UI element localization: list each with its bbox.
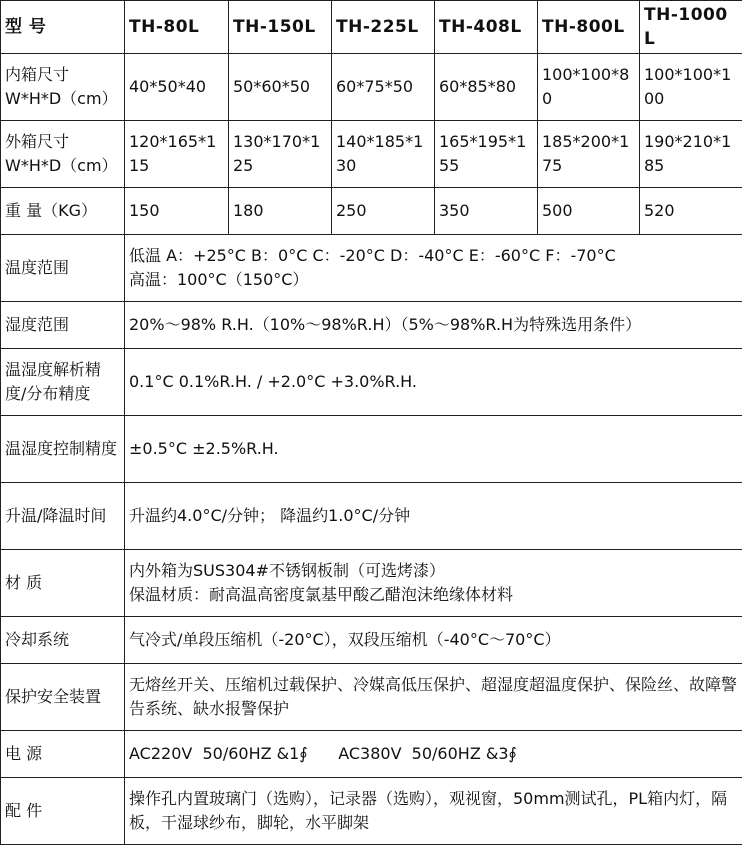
inner-size-value: 40*50*40	[125, 54, 229, 121]
outer-size-row	[1, 121, 742, 188]
material-line: 保温材质：耐高温高密度氯基甲酸乙醋泡沫绝缘体材料	[129, 585, 514, 604]
inner-size-value: 100*100*100	[640, 54, 742, 121]
weight-value: 500	[538, 188, 640, 235]
weight-value: 250	[332, 188, 435, 235]
material-line: 内外箱为SUS304#不锈钢板制（可选烤漆）	[129, 561, 445, 580]
temp-range-row	[1, 235, 742, 302]
material-label: 材 质	[1, 550, 125, 617]
temp-range-value	[125, 235, 742, 302]
weight-value: 150	[125, 188, 229, 235]
model-label: 型 号	[1, 1, 125, 54]
humidity-range-label: 湿度范围	[1, 302, 125, 349]
inner-size-label	[1, 54, 125, 121]
cooling-label: 冷却系统	[1, 617, 125, 664]
resolution-row	[1, 349, 742, 416]
inner-size-value: 60*75*50	[332, 54, 435, 121]
outer-size-value: 140*185*130	[332, 121, 435, 188]
power-value: AC220V 50/60HZ &1∮ AC380V 50/60HZ &3∮	[125, 731, 742, 778]
model-name: TH-800L	[538, 1, 640, 54]
outer-size-label-line: 外箱尺寸	[5, 132, 70, 151]
control-value: ±0.5°C ±2.5%R.H.	[125, 416, 742, 483]
model-name: TH-1000L	[640, 1, 742, 54]
cooling-row	[1, 617, 742, 664]
inner-size-value: 60*85*80	[435, 54, 538, 121]
protection-value: 无熔丝开关、压缩机过载保护、冷媒高低压保护、超湿度超温度保护、保险丝、故障警告系统、缺水报警保护	[125, 664, 742, 731]
outer-size-label-unit: W*H*D（cm）	[5, 156, 118, 175]
temp-range-high: 高温：100°C（150°C）	[129, 270, 309, 289]
inner-size-label-line: 内箱尺寸	[5, 65, 70, 84]
outer-size-value: 120*165*115	[125, 121, 229, 188]
temp-range-label: 温度范围	[1, 235, 125, 302]
inner-size-value: 100*100*80	[538, 54, 640, 121]
protection-label: 保护安全装置	[1, 664, 125, 731]
protection-row	[1, 664, 742, 731]
inner-size-value: 50*60*50	[229, 54, 332, 121]
cooling-value: 气冷式/单段压缩机（-20°C），双段压缩机（-40°C～70°C）	[125, 617, 742, 664]
header-row	[1, 1, 742, 54]
temp-range-low: 低温 A：+25°C B：0°C C：-20°C D：-40°C E：-60°C F：-70°C	[129, 246, 616, 265]
rate-value: 升温约4.0°C/分钟； 降温约1.0°C/分钟	[125, 483, 742, 550]
inner-size-label-unit: W*H*D（cm）	[5, 89, 118, 108]
control-row	[1, 416, 742, 483]
accessories-row	[1, 778, 742, 845]
weight-value: 350	[435, 188, 538, 235]
humidity-range-row	[1, 302, 742, 349]
weight-value: 180	[229, 188, 332, 235]
resolution-label: 温湿度解析精度/分布精度	[1, 349, 125, 416]
weight-label: 重 量（KG）	[1, 188, 125, 235]
outer-size-value: 130*170*125	[229, 121, 332, 188]
model-name: TH-408L	[435, 1, 538, 54]
inner-size-row	[1, 54, 742, 121]
resolution-value: 0.1°C 0.1%R.H. / +2.0°C +3.0%R.H.	[125, 349, 742, 416]
control-label: 温湿度控制精度	[1, 416, 125, 483]
material-row	[1, 550, 742, 617]
weight-value: 520	[640, 188, 742, 235]
power-label: 电 源	[1, 731, 125, 778]
accessories-label: 配 件	[1, 778, 125, 845]
accessories-value: 操作孔内置玻璃门（选购），记录器（选购），观视窗，50mm测试孔，PL箱内灯，隔板，干湿球纱布，脚轮，水平脚架	[125, 778, 742, 845]
model-name: TH-80L	[125, 1, 229, 54]
material-value	[125, 550, 742, 617]
model-name: TH-150L	[229, 1, 332, 54]
outer-size-value: 165*195*155	[435, 121, 538, 188]
power-row	[1, 731, 742, 778]
rate-label: 升温/降温时间	[1, 483, 125, 550]
model-name: TH-225L	[332, 1, 435, 54]
rate-row	[1, 483, 742, 550]
outer-size-value: 185*200*175	[538, 121, 640, 188]
weight-row	[1, 188, 742, 235]
humidity-range-value: 20%～98% R.H.（10%～98%R.H）（5%～98%R.H为特殊选用条件）	[125, 302, 742, 349]
outer-size-label	[1, 121, 125, 188]
outer-size-value: 190*210*185	[640, 121, 742, 188]
